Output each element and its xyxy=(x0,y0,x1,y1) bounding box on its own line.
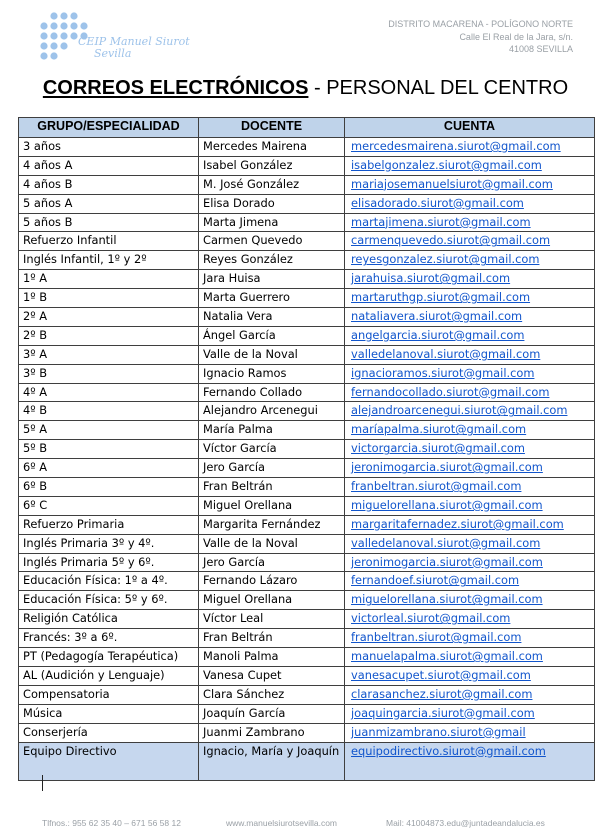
cell-cuenta[interactable]: nataliavera.siurot@gmail.com xyxy=(345,308,595,327)
cell-grupo: 2º B xyxy=(19,326,199,345)
table-row xyxy=(19,175,595,194)
cell-grupo: 1º B xyxy=(19,289,199,308)
address-line1: DISTRITO MACARENA - POLÍGONO NORTE xyxy=(388,19,573,29)
logo-dot xyxy=(40,22,47,29)
cell-cuenta[interactable]: juanmizambrano.siurot@gmail xyxy=(345,723,595,742)
cell-docente: Fran Beltrán xyxy=(199,629,345,648)
cell-docente: Jero García xyxy=(199,459,345,478)
table-row xyxy=(19,440,595,459)
cell-cuenta[interactable]: franbeltran.siurot@gmail.com xyxy=(345,629,595,648)
cell-cuenta[interactable]: manuelapalma.siurot@gmail.com xyxy=(345,648,595,667)
cell-cuenta[interactable]: victorgarcia.siurot@gmail.com xyxy=(345,440,595,459)
logo-dot xyxy=(60,22,67,29)
cell-grupo: 3º B xyxy=(19,364,199,383)
email-table xyxy=(18,117,595,781)
cell-docente: Valle de la Noval xyxy=(199,534,345,553)
table-row xyxy=(19,402,595,421)
cell-grupo: 6º B xyxy=(19,478,199,497)
logo-dot xyxy=(60,32,67,39)
table-row xyxy=(19,515,595,534)
table-row xyxy=(19,383,595,402)
cell-docente: Miguel Orellana xyxy=(199,591,345,610)
table-row xyxy=(19,345,595,364)
table-row xyxy=(19,194,595,213)
cell-docente: Jara Huisa xyxy=(199,270,345,289)
table-row xyxy=(19,742,595,780)
cell-docente: Elisa Dorado xyxy=(199,194,345,213)
cell-grupo: Inglés Infantil, 1º y 2º xyxy=(19,251,199,270)
cell-docente: Fernando Collado xyxy=(199,383,345,402)
cell-docente: Isabel González xyxy=(199,156,345,175)
school-address xyxy=(388,18,573,56)
cell-docente: Ignacio Ramos xyxy=(199,364,345,383)
table-row xyxy=(19,289,595,308)
cell-grupo: Educación Física: 5º y 6º. xyxy=(19,591,199,610)
logo-line1: CEIP Manuel Siurot xyxy=(78,35,190,48)
cell-cuenta[interactable]: elisadorado.siurot@gmail.com xyxy=(345,194,595,213)
table-row xyxy=(19,685,595,704)
title-main: CORREOS ELECTRÓNICOS xyxy=(42,77,309,99)
title-sub: PERSONAL DEL CENTRO xyxy=(326,77,569,99)
table-row xyxy=(19,572,595,591)
header-docente: DOCENTE xyxy=(199,118,345,138)
cell-cuenta[interactable]: maríapalma.siurot@gmail.com xyxy=(345,421,595,440)
cell-cuenta[interactable]: miguelorellana.siurot@gmail.com xyxy=(345,591,595,610)
cell-grupo: 4º B xyxy=(19,402,199,421)
table-row xyxy=(19,364,595,383)
logo-dot xyxy=(40,52,47,59)
logo-dot xyxy=(50,32,57,39)
logo-dot xyxy=(50,22,57,29)
cell-grupo: 6º A xyxy=(19,459,199,478)
cell-grupo: 3 años xyxy=(19,138,199,157)
cell-docente: Valle de la Noval xyxy=(199,345,345,364)
cell-docente: Marta Jimena xyxy=(199,213,345,232)
table-row xyxy=(19,629,595,648)
cell-cuenta[interactable]: clarasanchez.siurot@gmail.com xyxy=(345,685,595,704)
cell-cuenta[interactable]: victorleal.siurot@gmail.com xyxy=(345,610,595,629)
cell-grupo: AL (Audición y Lenguaje) xyxy=(19,666,199,685)
title-separator: - xyxy=(308,77,327,99)
table-row xyxy=(19,496,595,515)
cell-docente: Clara Sánchez xyxy=(199,685,345,704)
cell-cuenta[interactable]: valledelanoval.siurot@gmail.com xyxy=(345,534,595,553)
cell-grupo: Inglés Primaria 5º y 6º. xyxy=(19,553,199,572)
cell-cuenta[interactable]: fernandocollado.siurot@gmail.com xyxy=(345,383,595,402)
cell-grupo: 5º B xyxy=(19,440,199,459)
cell-grupo: 2º A xyxy=(19,308,199,327)
address-line3: 41008 SEVILLA xyxy=(508,44,573,54)
cell-grupo: Conserjería xyxy=(19,723,199,742)
table-row xyxy=(19,723,595,742)
cell-docente: Carmen Quevedo xyxy=(199,232,345,251)
cell-grupo: Refuerzo Primaria xyxy=(19,515,199,534)
cell-cuenta[interactable]: valledelanoval.siurot@gmail.com xyxy=(345,345,595,364)
logo-line2: Sevilla xyxy=(94,47,132,60)
cell-grupo: 5 años B xyxy=(19,213,199,232)
table-row xyxy=(19,478,595,497)
cell-grupo: 3º A xyxy=(19,345,199,364)
table-row xyxy=(19,232,595,251)
cell-grupo: Música xyxy=(19,704,199,723)
cell-docente: Marta Guerrero xyxy=(199,289,345,308)
table-row xyxy=(19,704,595,723)
cell-grupo: 5 años A xyxy=(19,194,199,213)
cell-cuenta[interactable]: isabelgonzalez.siurot@gmail.com xyxy=(345,156,595,175)
logo-dot xyxy=(80,22,87,29)
cell-grupo: Francés: 3º a 6º. xyxy=(19,629,199,648)
cell-cuenta[interactable]: franbeltran.siurot@gmail.com xyxy=(345,478,595,497)
logo-dot xyxy=(60,42,67,49)
logo-dot xyxy=(50,12,57,19)
header-cuenta: CUENTA xyxy=(345,118,595,138)
cell-cuenta[interactable]: miguelorellana.siurot@gmail.com xyxy=(345,496,595,515)
table-row xyxy=(19,553,595,572)
cell-cuenta[interactable]: fernandoef.siurot@gmail.com xyxy=(345,572,595,591)
logo-dot xyxy=(60,12,67,19)
table-row xyxy=(19,666,595,685)
cell-grupo: 5º A xyxy=(19,421,199,440)
table-row xyxy=(19,421,595,440)
table-row xyxy=(19,534,595,553)
cell-grupo: 4 años A xyxy=(19,156,199,175)
table-row xyxy=(19,138,595,157)
table-header-row xyxy=(19,118,595,138)
cell-grupo: Religión Católica xyxy=(19,610,199,629)
cell-docente: Miguel Orellana xyxy=(199,496,345,515)
cell-cuenta[interactable]: equipodirectivo.siurot@gmail.com xyxy=(345,742,595,780)
cell-grupo: Compensatoria xyxy=(19,685,199,704)
cell-cuenta[interactable]: jarahuisa.siurot@gmail.com xyxy=(345,270,595,289)
cell-grupo: Educación Física: 1º a 4º. xyxy=(19,572,199,591)
cell-cuenta[interactable]: jeronimogarcia.siurot@gmail.com xyxy=(345,459,595,478)
table-row xyxy=(19,156,595,175)
cell-cuenta[interactable]: angelgarcia.siurot@gmail.com xyxy=(345,326,595,345)
cell-cuenta[interactable]: margaritafernadez.siurot@gmail.com xyxy=(345,515,595,534)
address-line2: Calle El Real de la Jara, s/n. xyxy=(459,31,573,42)
logo-dot xyxy=(50,42,57,49)
logo-dot xyxy=(70,32,77,39)
logo-text xyxy=(78,36,198,60)
table-row xyxy=(19,213,595,232)
cell-docente: Ángel García xyxy=(199,326,345,345)
cell-docente: Reyes González xyxy=(199,251,345,270)
page-title xyxy=(0,75,611,101)
cell-docente: Manoli Palma xyxy=(199,648,345,667)
logo-dot xyxy=(40,32,47,39)
cell-grupo: 4 años B xyxy=(19,175,199,194)
cell-cuenta[interactable]: mariajosemanuelsiurot@gmail.com xyxy=(345,175,595,194)
cell-docente: Natalia Vera xyxy=(199,308,345,327)
table-row xyxy=(19,270,595,289)
cell-docente: Víctor García xyxy=(199,440,345,459)
cell-grupo: PT (Pedagogía Terapéutica) xyxy=(19,648,199,667)
cell-docente: Vanesa Cupet xyxy=(199,666,345,685)
cell-grupo: Equipo Directivo xyxy=(19,742,199,780)
logo-dot xyxy=(70,22,77,29)
table-row xyxy=(19,610,595,629)
cell-docente: Ignacio, María y Joaquín xyxy=(199,742,345,780)
footer-phones: Tlfnos.: 955 62 35 40 – 671 56 58 12 xyxy=(42,818,181,828)
logo-dot xyxy=(40,42,47,49)
table-row xyxy=(19,251,595,270)
cell-cuenta[interactable]: reyesgonzalez.siurot@gmail.com xyxy=(345,251,595,270)
cell-docente: Joaquín García xyxy=(199,704,345,723)
cell-cuenta[interactable]: mercedesmairena.siurot@gmail.com xyxy=(345,138,595,157)
table-row xyxy=(19,591,595,610)
cell-docente: Fran Beltrán xyxy=(199,478,345,497)
cell-docente: María Palma xyxy=(199,421,345,440)
cell-cuenta[interactable]: carmenquevedo.siurot@gmail.com xyxy=(345,232,595,251)
table-row xyxy=(19,459,595,478)
cell-docente: Juanmi Zambrano xyxy=(199,723,345,742)
text-cursor xyxy=(42,775,43,791)
school-logo xyxy=(36,8,190,66)
table-row xyxy=(19,326,595,345)
cell-grupo: Refuerzo Infantil xyxy=(19,232,199,251)
cell-docente: Mercedes Mairena xyxy=(199,138,345,157)
cell-docente: Víctor Leal xyxy=(199,610,345,629)
cell-cuenta[interactable]: martaruthgp.siurot@gmail.com xyxy=(345,289,595,308)
cell-docente: Fernando Lázaro xyxy=(199,572,345,591)
cell-cuenta[interactable]: jeronimogarcia.siurot@gmail.com xyxy=(345,553,595,572)
cell-docente: Jero García xyxy=(199,553,345,572)
footer-mail[interactable]: Mail: 41004873.edu@juntadeandalucia.es xyxy=(386,818,545,828)
cell-docente: Alejandro Arcenegui xyxy=(199,402,345,421)
cell-grupo: Inglés Primaria 3º y 4º. xyxy=(19,534,199,553)
cell-cuenta[interactable]: alejandroarcenegui.siurot@gmail.com xyxy=(345,402,595,421)
table-row xyxy=(19,308,595,327)
logo-dot xyxy=(70,12,77,19)
cell-docente: M. José González xyxy=(199,175,345,194)
table-row xyxy=(19,648,595,667)
cell-grupo: 1º A xyxy=(19,270,199,289)
cell-cuenta[interactable]: martajimena.siurot@gmail.com xyxy=(345,213,595,232)
cell-cuenta[interactable]: ignacioramos.siurot@gmail.com xyxy=(345,364,595,383)
logo-dot xyxy=(50,52,57,59)
header-grupo: GRUPO/ESPECIALIDAD xyxy=(19,118,199,138)
cell-grupo: 4º A xyxy=(19,383,199,402)
footer-website[interactable]: www.manuelsiurotsevilla.com xyxy=(226,818,338,828)
cell-cuenta[interactable]: joaquingarcia.siurot@gmail.com xyxy=(345,704,595,723)
cell-cuenta[interactable]: vanesacupet.siurot@gmail.com xyxy=(345,666,595,685)
cell-docente: Margarita Fernández xyxy=(199,515,345,534)
cell-grupo: 6º C xyxy=(19,496,199,515)
